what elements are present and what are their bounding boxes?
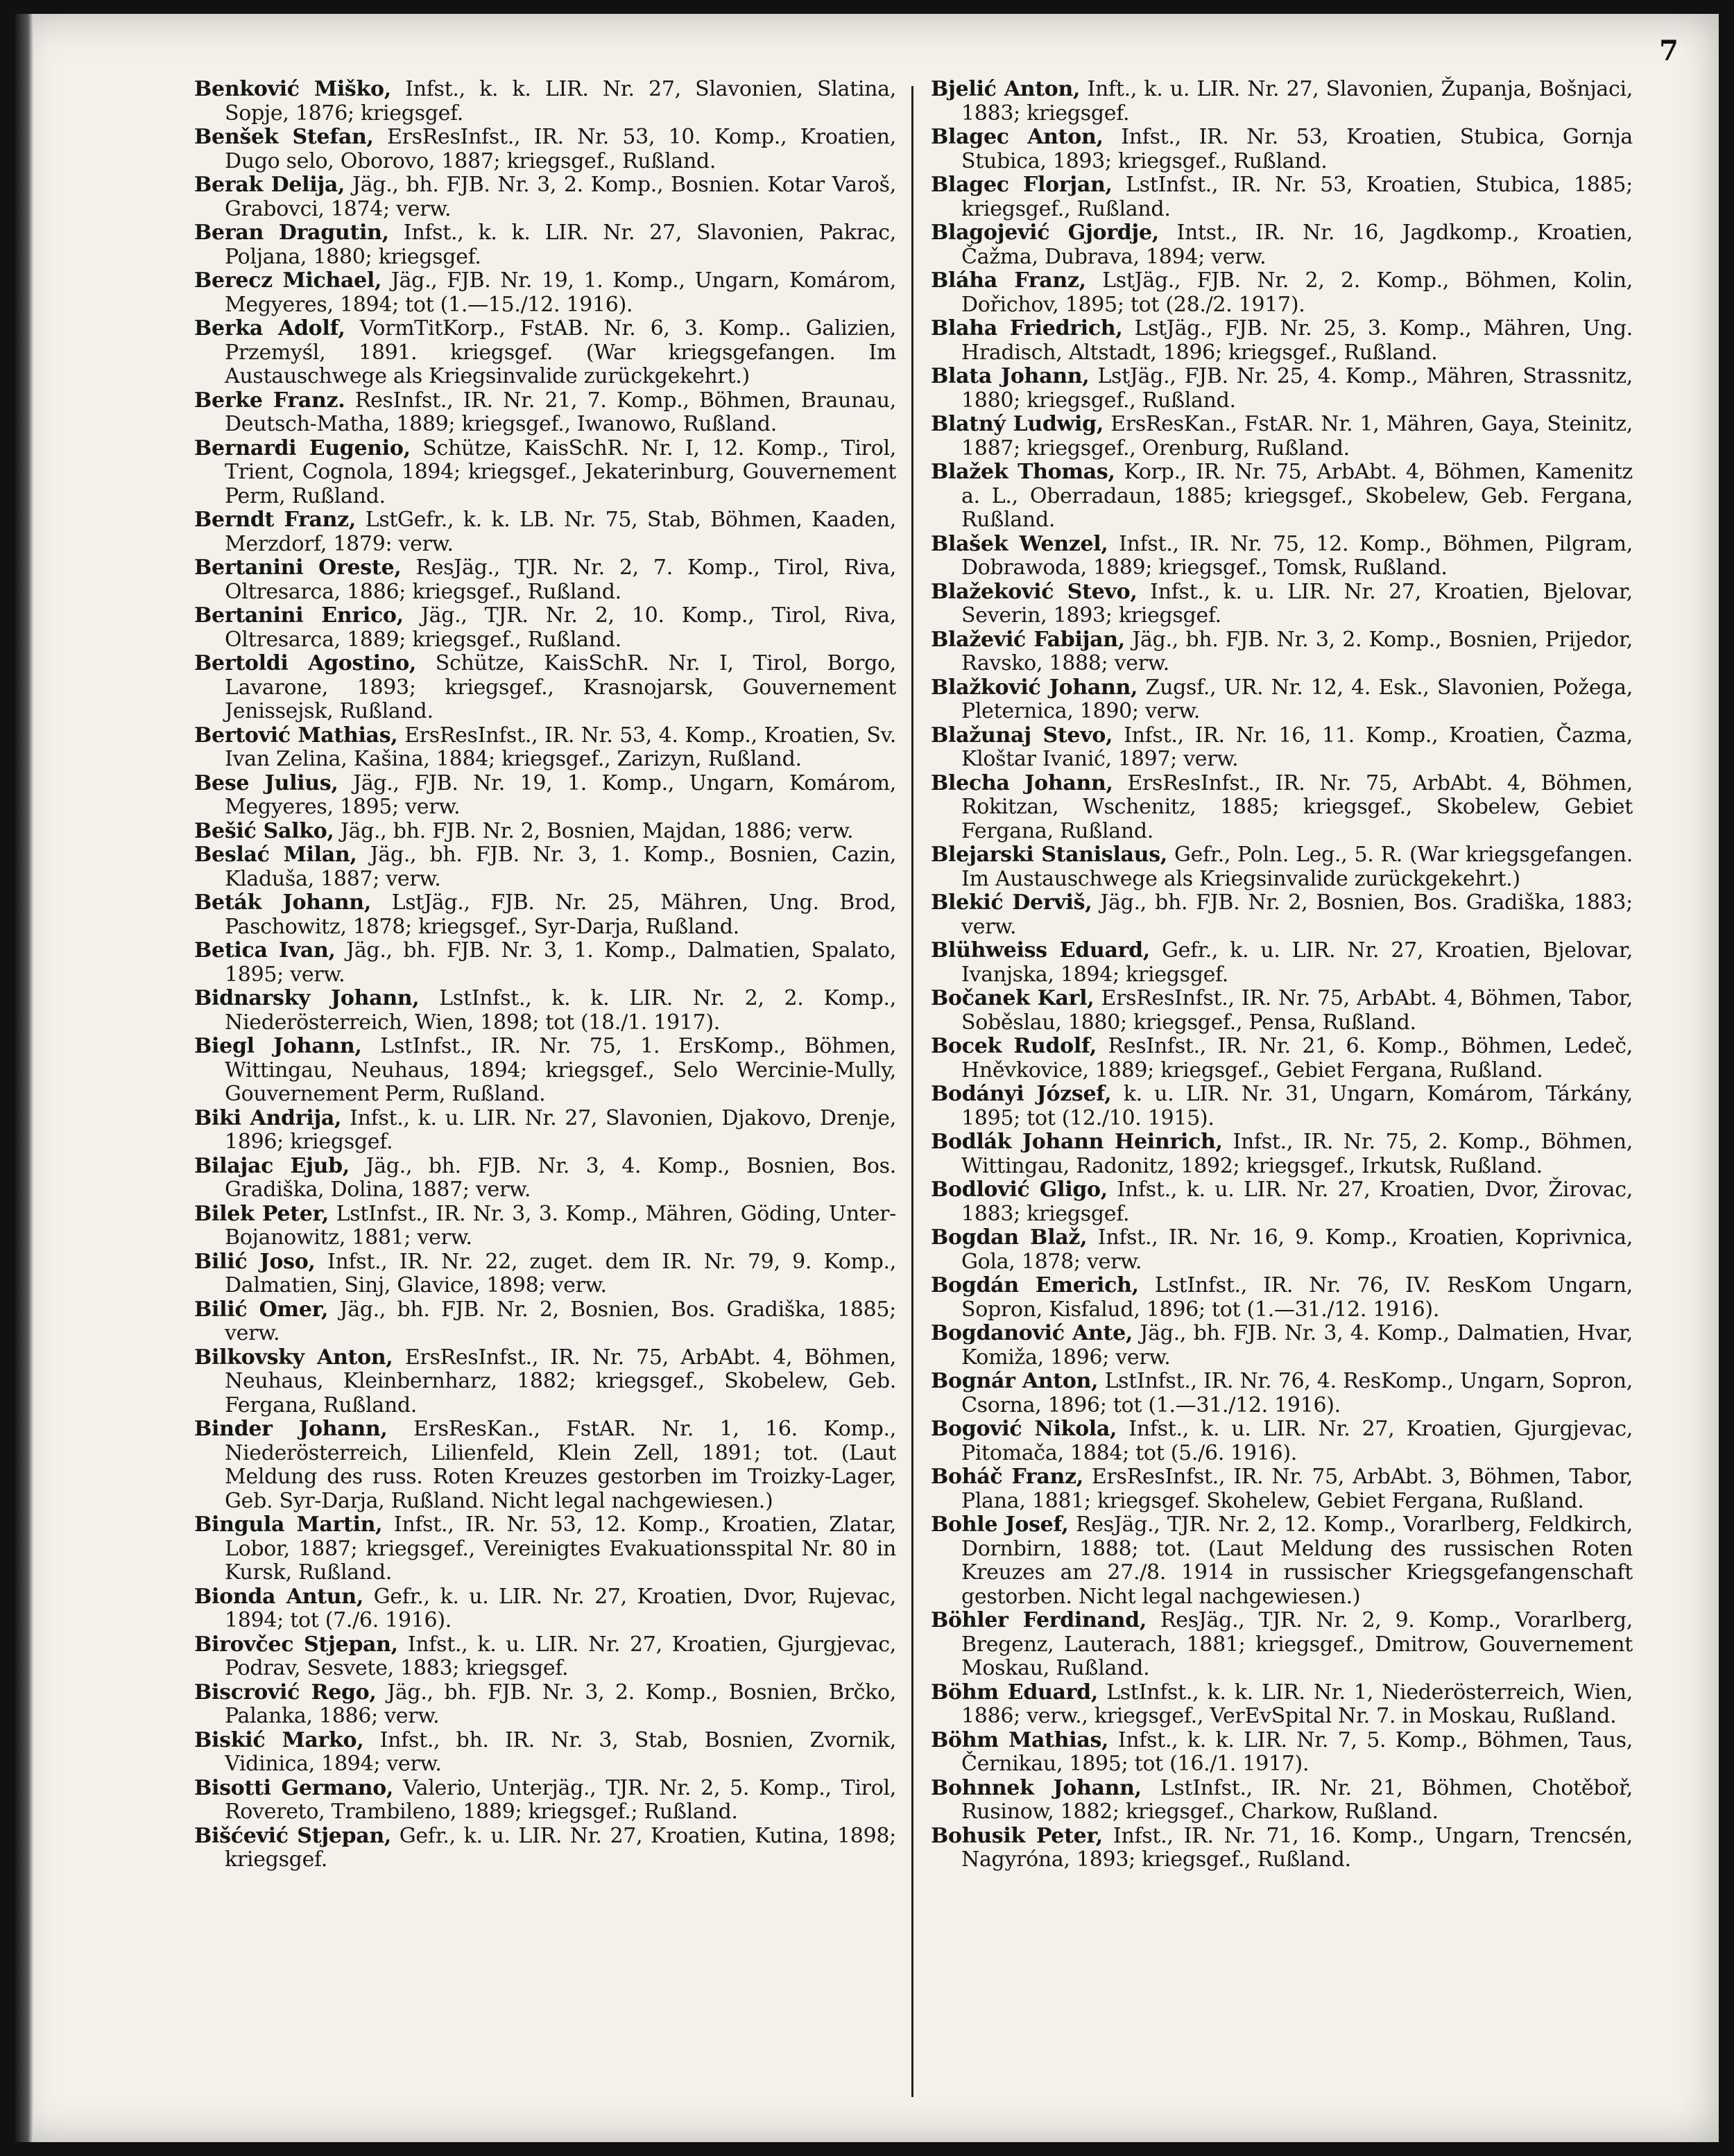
register-entry <box>931 78 1633 126</box>
register-entry <box>194 724 896 772</box>
register-entry <box>931 676 1633 724</box>
register-entry <box>194 269 896 317</box>
entry-name: Berecz Michael, <box>194 268 382 293</box>
entry-name: Biki Andrija, <box>194 1105 342 1130</box>
entry-name: Blühweiss Eduard, <box>931 938 1150 963</box>
entry-details: Infst., IR. Nr. 16, 9. Komp., Kroatien, Koprivnica, Gola, 1878; verw. <box>961 1225 1633 1274</box>
entry-name: Biskić Marko, <box>194 1727 364 1752</box>
entry-name: Blatný Ludwig, <box>931 412 1104 436</box>
entry-details: ErsResInfst., IR. Nr. 75, ArbAbt. 3, Böhmen, Tabor, Plana, 1881; kriegsgef. Skohelew, Gebiet Fergana, Rußland. <box>961 1465 1633 1513</box>
entry-details: ErsResInfst., IR. Nr. 53, 10. Komp., Kroatien, Dugo selo, Oborovo, 1887; kriegsgef., Rußland. <box>225 125 896 173</box>
entry-name: Berka Adolf, <box>194 316 345 340</box>
register-entry <box>194 1681 896 1729</box>
register-entry <box>931 1226 1633 1274</box>
register-entry <box>194 78 896 126</box>
register-entry <box>194 437 896 509</box>
entry-name: Blagojević Gjordje, <box>931 221 1159 245</box>
entry-name: Bisotti Germano, <box>194 1775 394 1800</box>
entry-name: Böhm Mathias, <box>931 1727 1109 1752</box>
entry-details: Infst., bh. IR. Nr. 3, Stab, Bosnien, Zvornik, Vidinica, 1894; verw. <box>225 1727 896 1776</box>
register-entry <box>931 843 1633 891</box>
entry-name: Bodányi József, <box>931 1082 1112 1106</box>
entry-name: Berndt Franz, <box>194 508 357 532</box>
entry-name: Bilić Omer, <box>194 1297 329 1322</box>
entry-details: LstJäg., FJB. Nr. 2, 2. Komp., Böhmen, Kolin, Dořichov, 1895; tot (28./2. 1917). <box>961 268 1633 317</box>
register-entry <box>194 1633 896 1681</box>
entry-name: Beslać Milan, <box>194 843 357 867</box>
register-entry <box>194 1202 896 1250</box>
entry-name: Bidnarsky Johann, <box>194 986 420 1010</box>
entry-details: LstInfst., IR. Nr. 3, 3. Komp., Mähren, Göding, Unter-Bojanowitz, 1881; verw. <box>225 1201 896 1250</box>
entry-details: Infst., k. u. LIR. Nr. 27, Slavonien, Djakovo, Drenje, 1896; kriegsgef. <box>225 1105 896 1154</box>
entry-name: Binder Johann, <box>194 1417 388 1441</box>
entry-name: Berak Delija, <box>194 173 345 197</box>
register-entry <box>194 1155 896 1202</box>
entry-name: Benšek Stefan, <box>194 125 374 149</box>
register-entry <box>194 1298 896 1346</box>
register-entry <box>931 1681 1633 1729</box>
entry-details: Infst., k. k. LIR. Nr. 7, 5. Komp., Böhmen, Taus, Černikau, 1895; tot (16./1. 1917). <box>961 1727 1633 1776</box>
register-entry <box>931 580 1633 628</box>
register-entry <box>931 1178 1633 1226</box>
entry-details: ResInfst., IR. Nr. 21, 7. Komp., Böhmen, Braunau, Deutsch-Matha, 1889; kriegsgef., Iwanowo, Rußland. <box>225 388 896 436</box>
entry-name: Bodlović Gligo, <box>931 1178 1108 1202</box>
entry-name: Blažković Johann, <box>931 675 1138 700</box>
register-entry <box>194 772 896 820</box>
entry-details: Gefr., Poln. Leg., 5. R. (War kriegsgefangen. Im Austauschwege als Kriegsinvalide zurückgekehrt.) <box>961 843 1633 891</box>
entry-details: LstJäg., FJB. Nr. 25, 3. Komp., Mähren, Ung. Hradisch, Altstadt, 1896; kriegsgef., Rußland. <box>961 316 1633 365</box>
entry-details: Infst., IR. Nr. 75, 2. Komp., Böhmen, Wittingau, Radonitz, 1892; kriegsgef., Irkutsk, Rußland. <box>961 1130 1633 1178</box>
entry-details: ErsResInfst., IR. Nr. 75, ArbAbt. 4, Böhmen, Rokitzan, Wschenitz, 1885; kriegsgef., Skobelew, Gebiet Fergana, Rußland. <box>961 770 1633 843</box>
register-entry <box>931 1729 1633 1777</box>
register-entry <box>931 1322 1633 1370</box>
entry-details: LstJäg., FJB. Nr. 25, Mähren, Ung. Brod, Paschowitz, 1878; kriegsgef., Syr-Darja, Rußland. <box>225 890 896 939</box>
register-entry <box>931 269 1633 317</box>
entry-details: Jäg., bh. FJB. Nr. 3, 1. Komp., Bosnien, Cazin, Kladuša, 1887; verw. <box>225 843 896 891</box>
entry-details: Jäg., bh. FJB. Nr. 2, Bosnien, Bos. Gradiška, 1883; verw. <box>961 890 1633 939</box>
entry-details: ResInfst., IR. Nr. 21, 6. Komp., Böhmen, Ledeč, Hněvkovice, 1889; kriegsgef., Gebiet Fergana, Rußland. <box>961 1034 1633 1083</box>
entry-name: Blecha Johann, <box>931 770 1113 795</box>
register-entry <box>931 173 1633 221</box>
register-entry <box>194 1777 896 1825</box>
register-entry <box>194 1035 896 1107</box>
entry-details: Infst., k. k. LIR. Nr. 27, Slavonien, Slatina, Sopje, 1876; kriegsgef. <box>225 77 896 126</box>
register-entry <box>931 891 1633 939</box>
register-entry <box>194 317 896 389</box>
register-entry <box>194 987 896 1035</box>
entry-details: Infst., IR. Nr. 75, 12. Komp., Böhmen, Pilgram, Dobrawoda, 1889; kriegsgef., Tomsk, Rußland. <box>961 531 1633 580</box>
entry-name: Bilić Joso, <box>194 1249 316 1274</box>
entry-details: ResJäg., TJR. Nr. 2, 7. Komp., Tirol, Riva, Oltresarca, 1886; kriegsgef., Rußland. <box>225 555 896 604</box>
register-entry <box>194 843 896 891</box>
entry-name: Bognár Anton, <box>931 1369 1099 1393</box>
entry-details: Zugsf., UR. Nr. 12, 4. Esk., Slavonien, Požega, Pleternica, 1890; verw. <box>961 675 1633 723</box>
register-entry <box>194 389 896 437</box>
entry-details: Valerio, Unterjäg., TJR. Nr. 2, 5. Komp., Tirol, Rovereto, Trambileno, 1889; kriegsgef.; Rußland. <box>225 1775 896 1824</box>
entry-details: Gefr., k. u. LIR. Nr. 27, Kroatien, Kutina, 1898; kriegsgef. <box>225 1823 896 1872</box>
entry-details: VormTitKorp., FstAB. Nr. 6, 3. Komp.. Galizien, Przemyśl, 1891. kriegsgef. (War kriegsgefangen. Im Austauschwege als Kriegsinvalide zurückgekehrt.) <box>225 316 896 388</box>
register-entry <box>194 508 896 556</box>
entry-details: Infst., k. u. LIR. Nr. 27, Kroatien, Dvor, Žirovac, 1883; kriegsgef. <box>961 1178 1633 1226</box>
register-entry <box>931 1465 1633 1513</box>
register-entry <box>194 820 896 844</box>
entry-details: ErsResKan., FstAR. Nr. 1, 16. Komp., Niederösterreich, Lilienfeld, Klein Zell, 1891; tot. (Laut Meldung des russ. Roten Kreuzes gestorben im Troizky-Lager, Geb. Syr-Darja, Rußland. Nicht legal nachgewiesen.) <box>225 1417 896 1513</box>
entry-name: Bešić Salko, <box>194 818 334 843</box>
entry-details: ErsResInfst., IR. Nr. 75, ArbAbt. 4, Böhmen, Neuhaus, Kleinbernharz, 1882; kriegsgef., Skobelew, Geb. Fergana, Rußland. <box>225 1345 896 1417</box>
entry-name: Bionda Antun, <box>194 1584 363 1609</box>
entry-details: Jäg., bh. FJB. Nr. 2, Bosnien, Bos. Gradiška, 1885; verw. <box>225 1297 896 1345</box>
register-entry <box>194 556 896 604</box>
register-entry <box>931 1513 1633 1609</box>
entry-name: Blažević Fabijan, <box>931 627 1125 652</box>
entry-name: Blažunaj Stevo, <box>931 723 1113 748</box>
register-entry <box>931 365 1633 413</box>
entry-name: Bogdán Emerich, <box>931 1273 1139 1297</box>
entry-details: ErsResInfst., IR. Nr. 53, 4. Komp., Kroatien, Sv. Ivan Zelina, Kašina, 1884; kriegsgef., Zarizyn, Rußland. <box>225 723 896 771</box>
entry-name: Bočanek Karl, <box>931 986 1095 1010</box>
register-entry <box>931 1083 1633 1130</box>
entry-details: Gefr., k. u. LIR. Nr. 27, Kroatien, Dvor, Rujevac, 1894; tot (7./6. 1916). <box>225 1584 896 1632</box>
register-entry <box>194 1513 896 1585</box>
register-entry <box>931 939 1633 987</box>
entry-name: Blekić Derviš, <box>931 890 1092 915</box>
entry-details: Infst., k. u. LIR. Nr. 27, Kroatien, Bjelovar, Severin, 1893; kriegsgef. <box>961 579 1633 628</box>
entry-name: Beran Dragutin, <box>194 221 389 245</box>
entry-details: LstInfst., IR. Nr. 76, IV. ResKom Ungarn, Sopron, Kisfalud, 1896; tot (1.—31./12. 1916). <box>961 1273 1633 1322</box>
entry-name: Böhm Eduard, <box>931 1680 1098 1705</box>
entry-name: Bilek Peter, <box>194 1201 329 1226</box>
book-binding-edge <box>15 14 33 2142</box>
register-entry <box>931 1825 1633 1872</box>
left-column <box>194 78 896 1872</box>
entry-details: LstInfst., k. k. LIR. Nr. 2, 2. Komp., Niederösterreich, Wien, 1898; tot (18./1. 1917). <box>225 986 896 1035</box>
entry-details: Jäg., bh. FJB. Nr. 3, 4. Komp., Bosnien, Bos. Gradiška, Dolina, 1887; verw. <box>225 1153 896 1202</box>
entry-details: Jäg., bh. FJB. Nr. 3, 4. Komp., Dalmatien, Hvar, Komiža, 1896; verw. <box>961 1321 1633 1370</box>
entry-details: Jäg., bh. FJB. Nr. 3, 2. Komp., Bosnien. Kotar Varoš, Grabovci, 1874; verw. <box>225 173 896 221</box>
entry-name: Biscrović Rego, <box>194 1680 377 1705</box>
entry-name: Bohle Josef, <box>931 1512 1069 1537</box>
entry-details: Jäg., FJB. Nr. 19, 1. Komp., Ungarn, Komárom, Megyeres, 1894; tot (1.—15./12. 1916). <box>225 268 896 317</box>
entry-name: Bláha Franz, <box>931 268 1086 293</box>
entry-details: ResJäg., TJR. Nr. 2, 9. Komp., Vorarlberg, Bregenz, Lauterach, 1881; kriegsgef., Dmitrow, Gouvernement Moskau, Rußland. <box>961 1608 1633 1680</box>
entry-details: ResJäg., TJR. Nr. 2, 12. Komp., Vorarlberg, Feldkirch, Dornbirn, 1888; tot. (Laut Meldung des russischen Roten Kreuzes am 27./8. 1914 in russischer Kriegsgefangenschaft gestorben. Nicht legal nachgewiesen.) <box>961 1512 1633 1609</box>
register-entry <box>931 126 1633 173</box>
page-number: 7 <box>1659 35 1679 67</box>
register-entry <box>194 1417 896 1513</box>
entry-details: Infst., IR. Nr. 53, 12. Komp., Kroatien, Zlatar, Lobor, 1887; kriegsgef., Vereinigtes Evakuationsspital Nr. 80 in Kursk, Rußland. <box>225 1512 896 1585</box>
register-entry <box>931 724 1633 772</box>
register-entry <box>931 1609 1633 1681</box>
entry-details: Infst., k. u. LIR. Nr. 27, Kroatien, Gjurgjevac, Podrav, Sesvete, 1883; kriegsgef. <box>225 1632 896 1680</box>
register-entry <box>194 1825 896 1872</box>
entry-details: Infst., k. k. LIR. Nr. 27, Slavonien, Pakrac, Poljana, 1880; kriegsgef. <box>225 221 896 269</box>
register-entry <box>194 1107 896 1155</box>
register-entry <box>931 533 1633 580</box>
register-entry <box>931 221 1633 269</box>
entry-name: Blažek Thomas, <box>931 460 1115 484</box>
entry-name: Blagec Anton, <box>931 125 1104 149</box>
entry-details: Infst., IR. Nr. 71, 16. Komp., Ungarn, Trencsén, Nagyróna, 1893; kriegsgef., Rußland. <box>961 1823 1633 1872</box>
register-entry <box>194 1346 896 1418</box>
entry-name: Bertanini Oreste, <box>194 555 402 580</box>
entry-name: Bogović Nikola, <box>931 1417 1117 1441</box>
entry-name: Benković Miško, <box>194 77 391 101</box>
entry-name: Bogdanović Ante, <box>931 1321 1133 1345</box>
entry-name: Bernardi Eugenio, <box>194 435 411 460</box>
entry-details: LstJäg., FJB. Nr. 25, 4. Komp., Mähren, Strassnitz, 1880; kriegsgef., Rußland. <box>961 364 1633 413</box>
entry-name: Bocek Rudolf, <box>931 1034 1097 1058</box>
entry-name: Bišćević Stjepan, <box>194 1823 392 1848</box>
entry-details: k. u. LIR. Nr. 31, Ungarn, Komárom, Tárkány, 1895; tot (12./10. 1915). <box>961 1082 1633 1130</box>
entry-details: LstGefr., k. k. LB. Nr. 75, Stab, Böhmen, Kaaden, Merzdorf, 1879: verw. <box>225 508 896 556</box>
entry-name: Böhler Ferdinand, <box>931 1608 1147 1632</box>
entry-name: Birovčec Stjepan, <box>194 1632 398 1657</box>
register-entry <box>931 987 1633 1035</box>
entry-details: ErsResKan., FstAR. Nr. 1, Mähren, Gaya, Steinitz, 1887; kriegsgef., Orenburg, Rußland. <box>961 412 1633 460</box>
entry-name: Bertović Mathias, <box>194 723 398 748</box>
entry-details: LstInfst., IR. Nr. 53, Kroatien, Stubica, 1885; kriegsgef., Rußland. <box>961 173 1633 221</box>
entry-details: Schütze, KaisSchR. Nr. I, Tirol, Borgo, Lavarone, 1893; kriegsgef., Krasnojarsk, Gouvernement Jenissejsk, Rußland. <box>225 651 896 723</box>
entry-details: Infst., k. u. LIR. Nr. 27, Kroatien, Gjurgjevac, Pitomača, 1884; tot (5./6. 1916). <box>961 1417 1633 1465</box>
entry-details: Jäg., bh. FJB. Nr. 2, Bosnien, Majdan, 1886; verw. <box>340 818 854 843</box>
entry-details: Jäg., bh. FJB. Nr. 3, 1. Komp., Dalmatien, Spalato, 1895; verw. <box>225 938 896 987</box>
entry-details: Inft., k. u. LIR. Nr. 27, Slavonien, Županja, Bošnjaci, 1883; kriegsgef. <box>961 77 1633 126</box>
entry-details: Jäg., FJB. Nr. 19, 1. Komp., Ungarn, Komárom, Megyeres, 1895; verw. <box>225 770 896 819</box>
register-entry <box>194 604 896 652</box>
register-entry <box>931 460 1633 533</box>
entry-details: Jäg., bh. FJB. Nr. 3, 2. Komp., Bosnien, Brčko, Palanka, 1886; verw. <box>225 1680 896 1728</box>
document-page <box>15 14 1719 2142</box>
register-entry <box>931 1777 1633 1825</box>
register-entry <box>931 1370 1633 1417</box>
register-entry <box>931 1274 1633 1322</box>
entry-name: Bertoldi Agostino, <box>194 651 417 675</box>
column-divider <box>911 86 913 2097</box>
entry-name: Bohnnek Johann, <box>931 1775 1142 1800</box>
entry-details: Intst., IR. Nr. 16, Jagdkomp., Kroatien, Čažma, Dubrava, 1894; verw. <box>961 221 1633 269</box>
entry-details: LstInfst., IR. Nr. 21, Böhmen, Chotěboř, Rusinow, 1882; kriegsgef., Charkow, Rußland. <box>961 1775 1633 1824</box>
entry-details: Infst., IR. Nr. 53, Kroatien, Stubica, Gornja Stubica, 1893; kriegsgef., Rußland. <box>961 125 1633 173</box>
register-entry <box>931 628 1633 676</box>
entry-name: Bjelić Anton, <box>931 77 1081 101</box>
entry-name: Bodlák Johann Heinrich, <box>931 1130 1223 1154</box>
entry-name: Blagec Florjan, <box>931 173 1113 197</box>
register-entry <box>931 317 1633 365</box>
register-entry <box>931 1417 1633 1465</box>
register-entry <box>194 126 896 173</box>
entry-name: Bingula Martin, <box>194 1512 383 1537</box>
entry-name: Blata Johann, <box>931 364 1090 388</box>
register-entry <box>194 891 896 939</box>
right-column <box>931 78 1633 1872</box>
register-entry <box>194 173 896 221</box>
register-entry <box>194 221 896 269</box>
entry-name: Bertanini Enrico, <box>194 603 404 628</box>
register-entry <box>931 772 1633 844</box>
entry-name: Bogdan Blaž, <box>931 1225 1088 1250</box>
register-entry <box>194 1250 896 1298</box>
entry-name: Betica Ivan, <box>194 938 336 963</box>
register-entry <box>194 939 896 987</box>
entry-details: Korp., IR. Nr. 75, ArbAbt. 4, Böhmen, Kamenitz a. L., Oberradaun, 1885; kriegsgef., Skobelew, Geb. Fergana, Rußland. <box>961 460 1633 532</box>
entry-details: Gefr., k. u. LIR. Nr. 27, Kroatien, Bjelovar, Ivanjska, 1894; kriegsgef. <box>961 938 1633 987</box>
entry-details: Jäg., TJR. Nr. 2, 10. Komp., Tirol, Riva, Oltresarca, 1889; kriegsgef., Rußland. <box>225 603 896 652</box>
entry-name: Blašek Wenzel, <box>931 531 1108 556</box>
entry-details: LstInfst., IR. Nr. 75, 1. ErsKomp., Böhmen, Wittingau, Neuhaus, 1894; kriegsgef., Selo Wercinie-Mully, Gouvernement Perm, Rußland. <box>225 1034 896 1106</box>
register-entry <box>194 1729 896 1777</box>
entry-name: Boháč Franz, <box>931 1465 1083 1489</box>
entry-details: Schütze, KaisSchR. Nr. I, 12. Komp., Tirol, Trient, Cognola, 1894; kriegsgef., Jekaterinburg, Gouvernement Perm, Rußland. <box>225 435 896 508</box>
entry-name: Berke Franz. <box>194 388 345 413</box>
register-entry <box>931 413 1633 460</box>
entry-name: Biegl Johann, <box>194 1034 362 1058</box>
entry-name: Blejarski Stanislaus, <box>931 843 1167 867</box>
entry-name: Bese Julius, <box>194 770 338 795</box>
entry-name: Bohusik Peter, <box>931 1823 1103 1848</box>
register-entry <box>194 1585 896 1633</box>
entry-name: Bilkovsky Anton, <box>194 1345 393 1370</box>
register-entry <box>931 1130 1633 1178</box>
register-entry <box>194 652 896 724</box>
entry-details: Infst., IR. Nr. 16, 11. Komp., Kroatien, Čazma, Kloštar Ivanić, 1897; verw. <box>961 723 1633 771</box>
entry-details: LstInfst., k. k. LIR. Nr. 1, Niederösterreich, Wien, 1886; verw., kriegsgef., VerEvSpital Nr. 7. in Moskau, Rußland. <box>961 1680 1633 1728</box>
register-entry <box>931 1035 1633 1083</box>
entry-name: Beták Johann, <box>194 890 371 915</box>
entry-name: Blažeković Stevo, <box>931 579 1138 604</box>
entry-details: Infst., IR. Nr. 22, zuget. dem IR. Nr. 79, 9. Komp., Dalmatien, Sinj, Glavice, 1898; verw. <box>225 1249 896 1297</box>
entry-details: ErsResInfst., IR. Nr. 75, ArbAbt. 4, Böhmen, Tabor, Soběslau, 1880; kriegsgef., Pensa, Rußland. <box>961 986 1633 1035</box>
entry-details: LstInfst., IR. Nr. 76, 4. ResKomp., Ungarn, Sopron, Csorna, 1896; tot (1.—31./12. 1916). <box>961 1369 1633 1417</box>
entry-name: Bilajac Ejub, <box>194 1153 350 1178</box>
entry-name: Blaha Friedrich, <box>931 316 1123 340</box>
entry-details: Jäg., bh. FJB. Nr. 3, 2. Komp., Bosnien, Prijedor, Ravsko, 1888; verw. <box>961 627 1633 675</box>
